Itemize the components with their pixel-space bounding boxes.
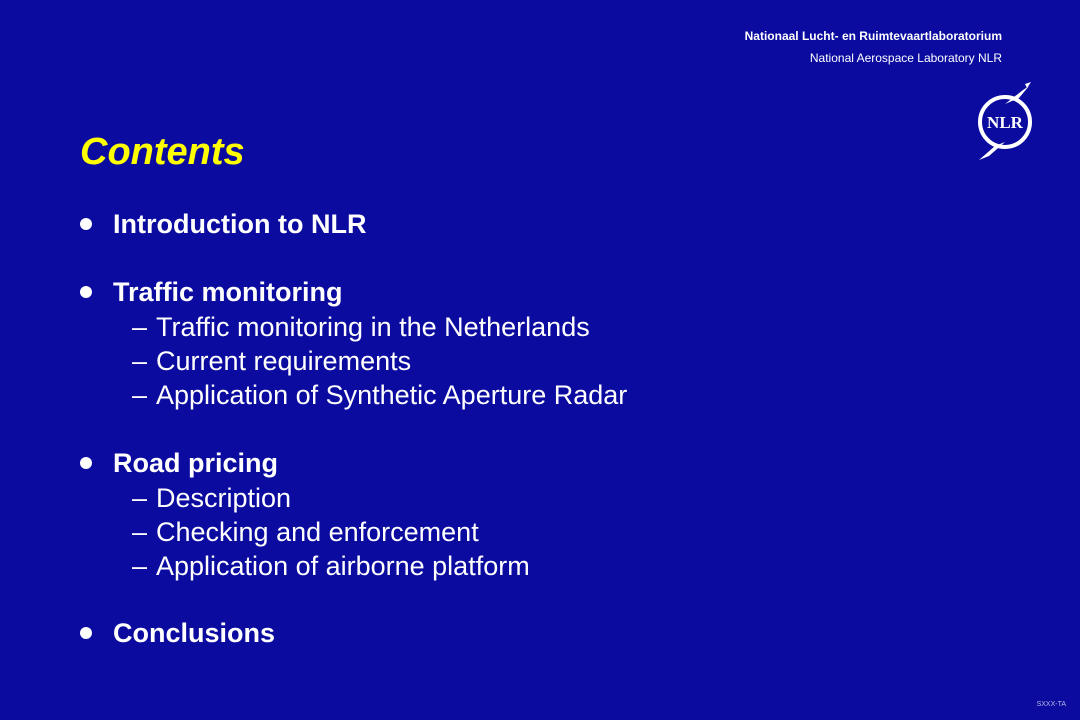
sub-item-label: Application of Synthetic Aperture Radar — [156, 380, 628, 410]
slide-code: SXXX-TA — [1036, 701, 1066, 708]
sub-item-label: Traffic monitoring in the Netherlands — [156, 312, 590, 342]
dash-marker: – — [132, 551, 148, 581]
dash-marker: – — [132, 517, 148, 547]
sub-item — [132, 378, 627, 412]
slide-title: Contents — [80, 131, 245, 173]
bullet-label: Traffic monitoring — [113, 277, 343, 307]
sub-item-label: Application of airborne platform — [156, 551, 530, 581]
bullet-item — [80, 615, 275, 651]
sub-item — [132, 515, 479, 549]
bullet-label: Conclusions — [113, 618, 276, 648]
nlr-logo-icon — [965, 82, 1045, 162]
bullet-dot-icon — [80, 286, 92, 298]
dash-marker: – — [132, 483, 148, 513]
sub-item — [132, 344, 411, 378]
bullet-dot-icon — [80, 457, 92, 469]
bullet-item — [80, 274, 343, 310]
bullet-dot-icon — [80, 627, 92, 639]
bullet-dot-icon — [80, 218, 92, 230]
sub-item-label: Checking and enforcement — [156, 517, 479, 547]
org-header — [745, 28, 1002, 66]
bullet-item — [80, 445, 278, 481]
sub-item-label: Description — [156, 483, 292, 513]
sub-item — [132, 549, 530, 583]
org-name-english: National Aerospace Laboratory NLR — [809, 51, 1002, 65]
sub-item — [132, 481, 291, 515]
bullet-label: Introduction to NLR — [113, 209, 367, 239]
dash-marker: – — [132, 346, 148, 376]
sub-item-label: Current requirements — [156, 346, 412, 376]
bullet-label: Road pricing — [113, 448, 279, 478]
dash-marker: – — [132, 380, 148, 410]
dash-marker: – — [132, 312, 148, 342]
sub-item — [132, 310, 590, 344]
bullet-item — [80, 206, 366, 242]
logo-text: NLR — [987, 113, 1023, 132]
org-name-dutch: Nationaal Lucht- en Ruimtevaartlaboratorium — [744, 29, 1002, 43]
